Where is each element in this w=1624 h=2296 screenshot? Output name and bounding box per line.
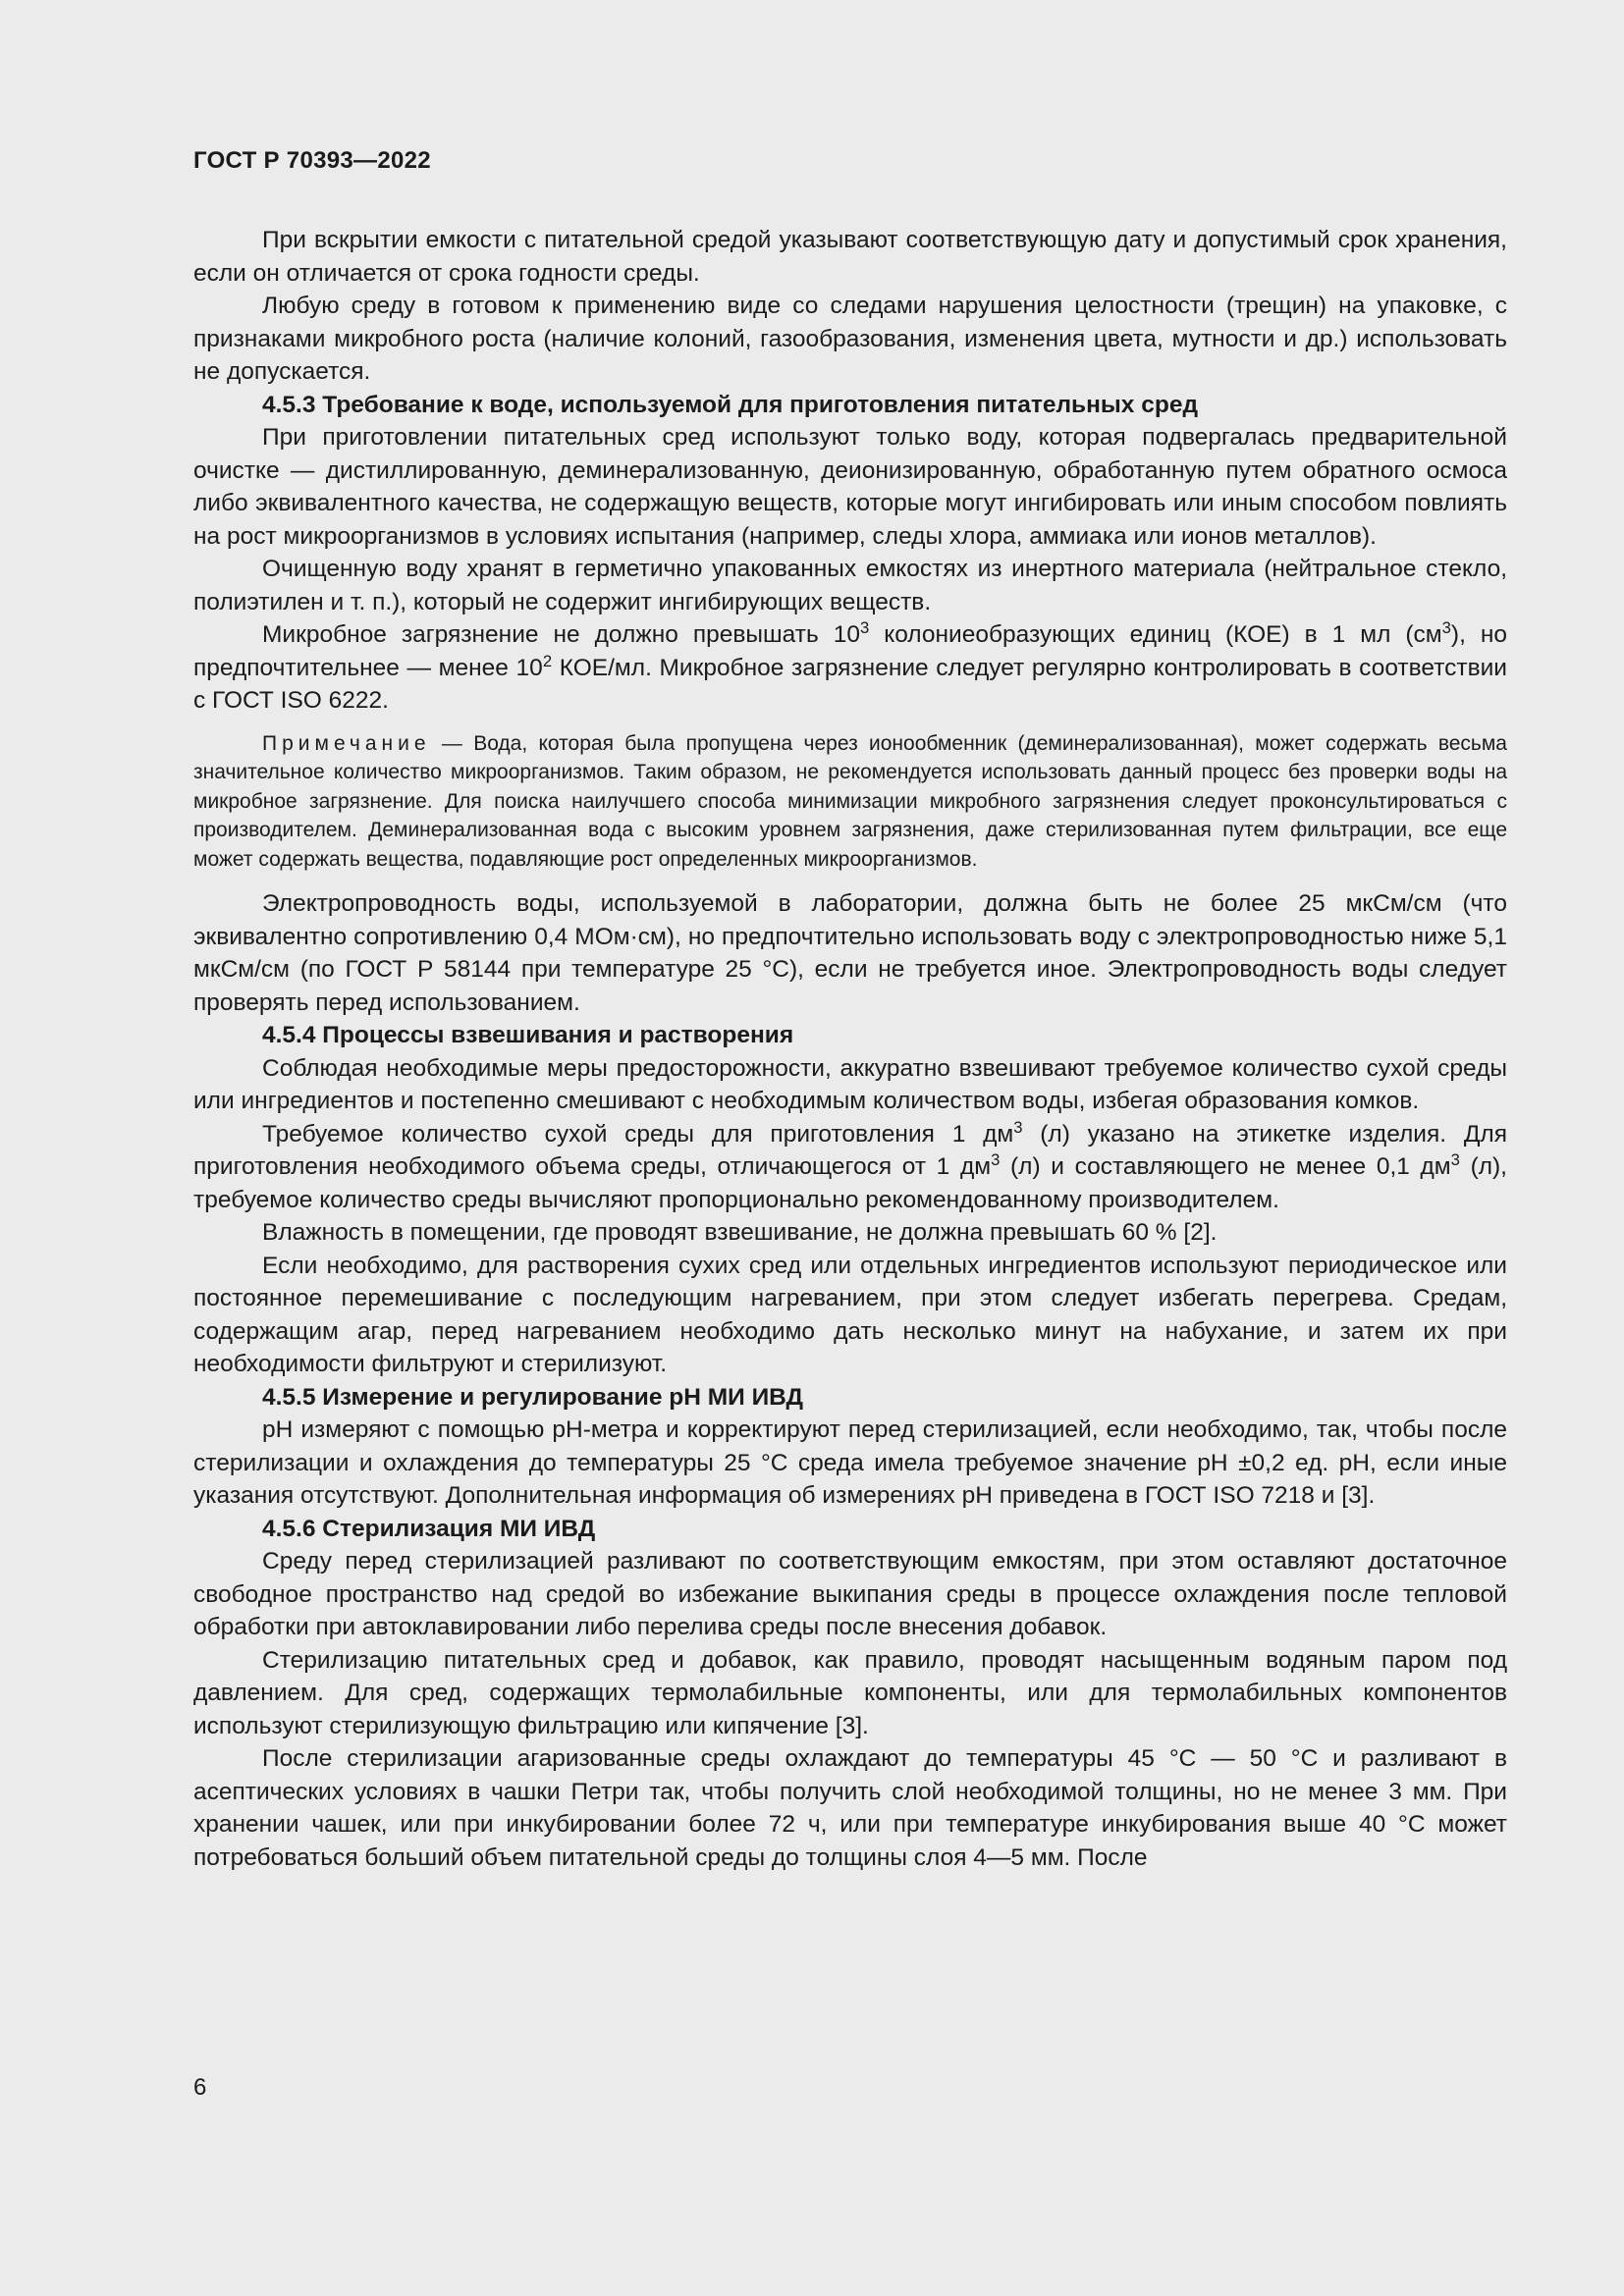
superscript: 3: [991, 1149, 1001, 1169]
paragraph-water-storage: Очищенную воду хранят в герметично упакованных емкостях из инертного материала (нейтральное стекло, полиэтилен и т. п.), который не содержит ингибирующих веществ.: [193, 556, 1507, 615]
section-heading-4-5-3: 4.5.3 Требование к воде, используемой для приготовления питательных сред: [262, 391, 1199, 418]
paragraph-room-humidity: Влажность в помещении, где проводят взвешивание, не должна превышать 60 % [2].: [262, 1219, 1218, 1246]
note-label: Примечание: [262, 731, 431, 755]
paragraph-sterilization-method: Стерилизацию питательных сред и добавок, как правило, проводят насыщенным водяным паром под давлением. Для сред, содержащих термолабильные компоненты, или для термолабильных компонентов используют стерилизующую фильтрацию или кипячение [3].: [193, 1646, 1507, 1739]
page-number: 6: [193, 2074, 207, 2101]
paragraph-water-purification: При приготовлении питательных сред используют только воду, которая подвергалась предварительной очистке — дистиллированную, деминерализованную, деионизированную, обработанную путем обратного осмоса либо эквивалентного качества, не содержащую веществ, которые могут ингибировать или иным способом повлиять на рост микроорганизмов в условиях испытания (например, следы хлора, аммиака или ионов металлов).: [193, 424, 1507, 550]
note-block: [193, 729, 1507, 875]
document-body: [193, 224, 1507, 1874]
paragraph-dissolving: Если необходимо, для растворения сухих сред или отдельных ингредиентов используют периодическое или постоянное перемешивание с последующим нагреванием, при этом следует избегать перегрева. Средам, содержащим агар, перед нагреванием необходимо дать несколько минут на набухание, и затем их при необходимости фильтруют и стерилизуют.: [193, 1252, 1507, 1377]
section-heading-4-5-5: 4.5.5 Измерение и регулирование рН МИ ИВД: [262, 1383, 804, 1411]
paragraph-water-conductivity: Электропроводность воды, используемой в лаборатории, должна быть не более 25 мкСм/см (что эквивалентно сопротивлению 0,4 МОм·см), но предпочтительно использовать воду с электропроводностью ниже 5,1 мкСм/см (по ГОСТ Р 58144 при температуре 25 °С), если не требуется иное. Электропроводность воды следует проверять перед использованием.: [193, 890, 1507, 1016]
paragraph-damaged-packaging: Любую среду в готовом к применению виде со следами нарушения целостности (трещин) на упаковке, с признаками микробного роста (наличие колоний, газообразования, изменения цвета, мутности и др.) использовать не допускается.: [193, 293, 1507, 385]
section-heading-4-5-6: 4.5.6 Стерилизация МИ ИВД: [262, 1515, 596, 1542]
superscript: 3: [859, 617, 870, 637]
paragraph-microbial-contamination: [193, 618, 1507, 718]
paragraph-dry-medium-quantity: [193, 1118, 1507, 1217]
text-run: (л) и составляющего не менее 0,1 дм: [1000, 1153, 1451, 1180]
text-run: Микробное загрязнение не должно превышать 10: [262, 621, 860, 648]
text-run: колониеобразующих единиц (КОЕ) в 1 мл (см: [869, 621, 1442, 648]
paragraph-agar-cooling: После стерилизации агаризованные среды охлаждают до температуры 45 °С — 50 °С и разливают в асептических условиях в чашки Петри так, чтобы получить слой необходимой толщины, но не менее 3 мм. При хранении чашек, или при инкубировании более 72 ч, или при температуре инкубирования выше 40 °С может потребоваться больший объем питательной среды до толщины слоя 4—5 мм. После: [193, 1745, 1507, 1871]
text-run: (л), требуемое количество среды вычисляют пропорционально рекомендованному производителем.: [193, 1153, 1507, 1213]
paragraph-ph-measurement: рН измеряют с помощью рН-метра и корректируют перед стерилизацией, если необходимо, так, чтобы после стерилизации и охлаждения до температуры 25 °С среда имела требуемое значение рН ±0,2 ед. рН, если иные указания отсутствуют. Дополнительная информация об измерениях рН приведена в ГОСТ ISO 7218 и [3].: [193, 1416, 1507, 1509]
superscript: 3: [1013, 1117, 1023, 1137]
paragraph-weighing: Соблюдая необходимые меры предосторожности, аккуратно взвешивают требуемое количество сухой среды или ингредиентов и постепенно смешивают с необходимым количеством воды, избегая образования комков.: [193, 1054, 1507, 1114]
text-run: Требуемое количество сухой среды для приготовления 1 дм: [262, 1120, 1014, 1148]
paragraph-container-opening: При вскрытии емкости с питательной средой указывают соответствующую дату и допустимый срок хранения, если он отличается от срока годности среды.: [193, 227, 1507, 287]
section-heading-4-5-4: 4.5.4 Процессы взвешивания и растворения: [262, 1022, 794, 1048]
text-run: ), но предпочтительнее — менее 10: [193, 621, 1508, 681]
superscript: 3: [1450, 1149, 1460, 1169]
text-run: КОЕ/мл. Микробное загрязнение следует регулярно контролировать в соответствии с ГОСТ ISO 6222.: [193, 654, 1507, 714]
document-code-header: ГОСТ Р 70393—2022: [193, 147, 431, 174]
text-run: (л) указано на этикетке изделия. Для приготовления необходимого объема среды, отличающегося от 1 дм: [193, 1120, 1507, 1180]
note-text: — Вода, которая была пропущена через ионообменник (деминерализованная), может содержать весьма значительное количество микроорганизмов. Таким образом, не рекомендуется использовать данный процесс без проверки воды на микробное загрязнение. Для поиска наилучшего способа минимизации микробного загрязнения следует проконсультироваться с производителем. Деминерализованная вода с высоким уровнем загрязнения, даже стерилизованная путем фильтрации, все еще может содержать вещества, подавляющие рост определенных микроорганизмов.: [193, 731, 1507, 871]
superscript: 2: [542, 651, 553, 670]
superscript: 3: [1441, 617, 1451, 637]
paragraph-dispensing: Среду перед стерилизацией разливают по соответствующим емкостям, при этом оставляют достаточное свободное пространство над средой во избежание выкипания среды в процессе охлаждения после тепловой обработки при автоклавировании либо перелива среды после внесения добавок.: [193, 1548, 1507, 1640]
